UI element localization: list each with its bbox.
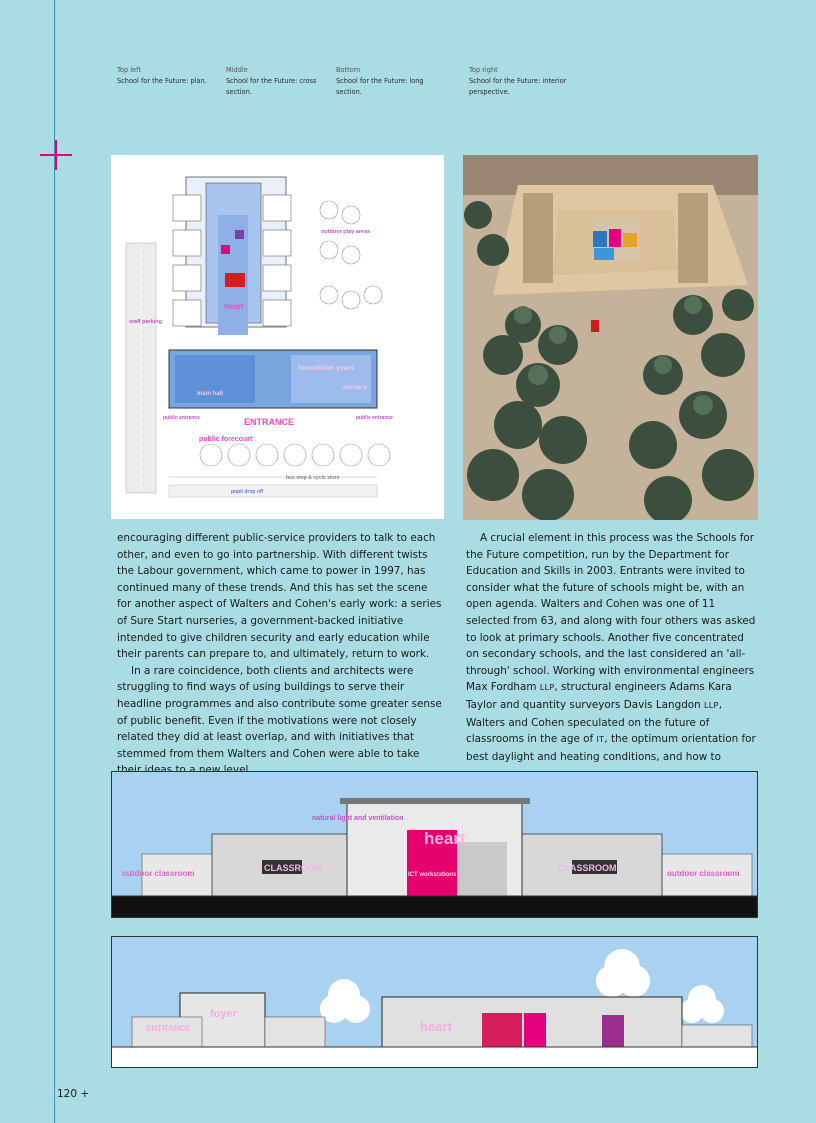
- section-label-classroom-right: CLASSROOM: [558, 863, 617, 873]
- caption-top-left: [117, 65, 217, 87]
- small-caps: LLP: [539, 683, 555, 693]
- plan-label-bus-stop: bus stop & cycle store: [286, 475, 340, 481]
- small-caps: IT: [596, 735, 605, 745]
- plan-label-nursery: nursery: [343, 384, 367, 391]
- body-paragraph: [466, 530, 758, 765]
- registration-mark-vertical: [55, 140, 57, 170]
- body-column-left: [117, 530, 444, 779]
- long-label-heart: heart: [420, 1019, 452, 1034]
- body-column-right: [466, 530, 758, 765]
- body-paragraph: In a rare coincidence, both clients and architects were struggling to find ways of using buildings to serve their headline programmes and also contribute some greater sense of public benefit. Even if the motivations were not closely related they did at least overlap, and with initiatives that stemmed from them Walters and Cohen were able to take: [117, 664, 442, 760]
- small-caps: LLP: [704, 700, 719, 710]
- text-run: , the optimum orientation for best daylight and heating conditions, and how to: [466, 733, 756, 763]
- plan-label-public-forecourt: public forecourt: [199, 436, 253, 443]
- plan-label-public-entrance-right: public entrance: [356, 415, 393, 421]
- plan-label-entrance: ENTRANCE: [244, 417, 295, 427]
- caption-middle: [226, 65, 326, 98]
- caption-text: School for the Future: plan.: [117, 77, 207, 85]
- caption-label: Top right: [469, 66, 498, 74]
- section-label-outdoor-left: outdoor classroom: [122, 869, 195, 878]
- model-photo: [463, 155, 758, 520]
- caption-top-right: [469, 65, 569, 98]
- body-paragraph: encouraging different public-service providers to talk to each other, and even to go into partnership. With different twists the Labour government, which came to power in 1997, has continued many of these trends. And this has set the scene for another aspect of Walters and Cohen's early work: a series of Sure Start nurseries, a government-backed initiative intended to give children security and early education while their parents can prepare to, and ultimately, return to work.: [117, 532, 442, 661]
- plan-label-staff-parking: staff parking: [129, 319, 163, 325]
- section-label-classroom-left: CLASSROOM: [264, 863, 323, 873]
- caption-label: Top left: [117, 66, 141, 74]
- caption-text: School for the Future: long section.: [336, 77, 424, 96]
- page-number: 120 +: [57, 1088, 90, 1100]
- section-label-ventilation: natural light and ventilation: [312, 815, 404, 822]
- plan-label-public-entrance-left: public entrance: [163, 415, 200, 421]
- text-run: , Walters and Cohen speculated on the future of classrooms in the age of: [466, 698, 722, 746]
- long-section-drawing: [111, 936, 758, 1068]
- caption-text: School for the Future: interior perspective.: [469, 77, 567, 96]
- section-label-heart: heart: [424, 829, 466, 848]
- text-run: A crucial element in this process was the Schools for the Future competition, run by the Department for Education and Skills in 2003. Entrants were invited to consider what the future of schools might be, with an open agenda. Walters and Cohen was one of 11 selected from 63, and along with four others was asked to look at primary schools. Another five concentrated on secondary schools, and the last considered an 'all-through' school. Working with environmental engineers Max Fordham: [466, 532, 756, 694]
- caption-label: Bottom: [336, 66, 361, 74]
- caption-text: School for the Future: cross section.: [226, 77, 317, 96]
- text-run: , structural engineers Adams Kara Taylor and quantity surveyors Davis Langdon: [466, 681, 732, 711]
- section-label-outdoor-right: outdoor classroom: [667, 869, 740, 878]
- plan-label-outdoor-play: outdoor play areas: [321, 229, 371, 235]
- plan-drawing: [111, 155, 444, 519]
- plan-label-heart: heart: [224, 302, 244, 311]
- long-label-foyer: foyer: [210, 1008, 237, 1020]
- caption-bottom: [336, 65, 436, 98]
- plan-label-foundation-years: foundation years: [298, 365, 355, 372]
- caption-label: Middle: [226, 66, 248, 74]
- plan-label-main-hall: main hall: [197, 391, 224, 397]
- long-label-entrance: ENTRANCE: [146, 1024, 191, 1033]
- plan-label-pupil-drop-off: pupil drop off: [231, 489, 264, 495]
- cross-section-drawing: [111, 771, 758, 918]
- section-label-ict: ICT workstations: [408, 872, 457, 878]
